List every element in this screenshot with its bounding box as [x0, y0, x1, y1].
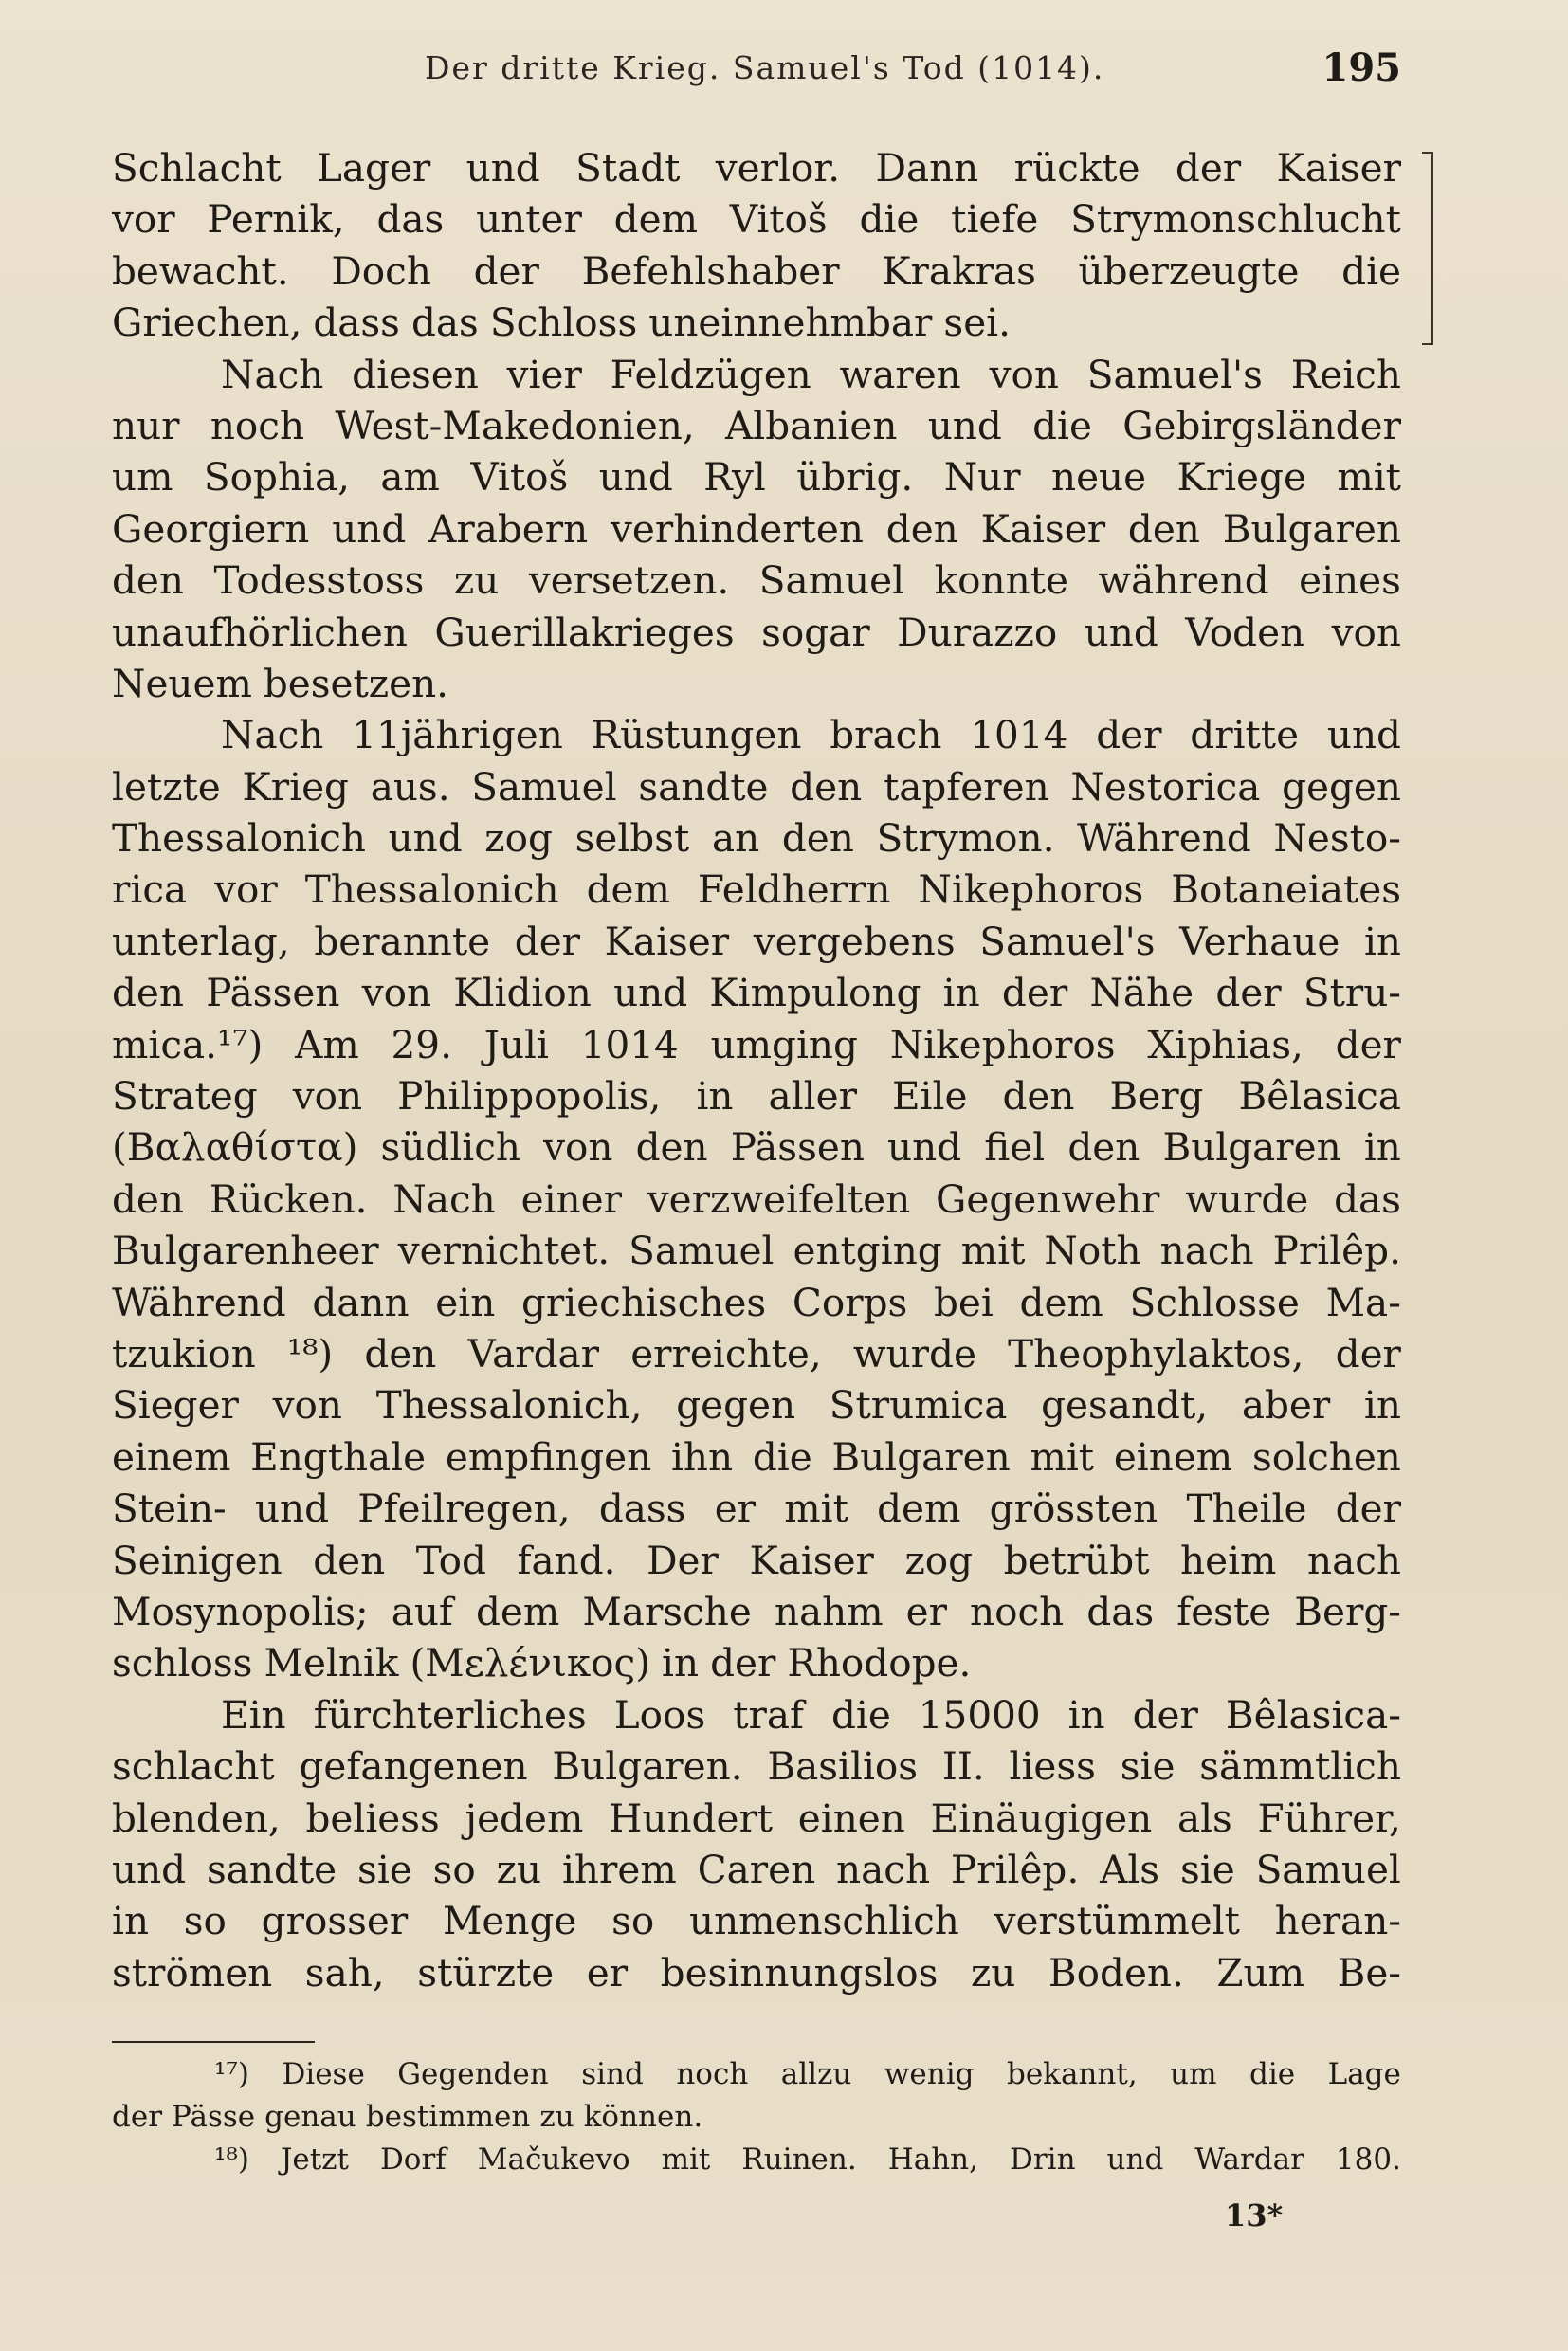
- text-line: Griechen, dass das Schloss uneinnehmbar sei.: [112, 300, 1011, 346]
- text-line: Ein fürchterliches Loos traf die 15000 in der Bêlasica-: [221, 1691, 1401, 1738]
- text-line: unaufhörlichen Guerillakrieges sogar Durazzo und Voden von: [112, 609, 1401, 655]
- page-number: 195: [1322, 46, 1401, 90]
- text-line: Georgiern und Arabern verhinderten den Kaiser den Bulgaren: [112, 505, 1401, 552]
- text-line: Bulgarenheer vernichtet. Samuel entging mit Noth nach Prilêp.: [112, 1228, 1401, 1274]
- text-line: letzte Krieg aus. Samuel sandte den tapferen Nestorica gegen: [112, 763, 1401, 810]
- text-line: mica.¹⁷) Am 29. Juli 1014 umging Nikephoros Xiphias, der: [112, 1021, 1401, 1067]
- page-header: [112, 44, 1401, 100]
- text-line: tzukion ¹⁸) den Vardar erreichte, wurde Theophylaktos, der: [112, 1330, 1401, 1376]
- footnotes: [112, 2053, 1401, 2181]
- text-line: blenden, beliess jedem Hundert einen Einäugigen als Führer,: [112, 1795, 1401, 1841]
- footnote-line: ¹⁸) Jetzt Dorf Mačukevo mit Ruinen. Hahn, Drin und Wardar 180.: [214, 2142, 1401, 2177]
- text-line: und sandte sie so zu ihrem Caren nach Prilêp. Als sie Samuel: [112, 1846, 1401, 1892]
- text-line: Während dann ein griechisches Corps bei dem Schlosse Ma-: [112, 1279, 1401, 1325]
- text-line: den Rücken. Nach einer verzweifelten Gegenwehr wurde das: [112, 1176, 1401, 1222]
- main-text: [112, 142, 1401, 1998]
- text-line: Nach 11jährigen Rüstungen brach 1014 der dritte und: [221, 712, 1401, 758]
- text-line: Thessalonich und zog selbst an den Strymon. Während Nesto-: [112, 815, 1401, 862]
- text-line: bewacht. Doch der Befehlshaber Krakras überzeugte die: [112, 247, 1401, 294]
- running-title: Der dritte Krieg. Samuel's Tod (1014).: [425, 49, 1105, 86]
- text-line: um Sophia, am Vitoš und Ryl übrig. Nur neue Kriege mit: [112, 454, 1401, 501]
- text-line: Stein- und Pfeilregen, dass er mit dem grössten Theile der: [112, 1485, 1401, 1532]
- footnote-rule: [112, 2041, 315, 2043]
- text-line: Mosynopolis; auf dem Marsche nahm er noch das feste Berg-: [112, 1588, 1401, 1634]
- text-line: Nach diesen vier Feldzügen waren von Samuel's Reich: [221, 351, 1401, 397]
- text-line: rica vor Thessalonich dem Feldherrn Nikephoros Botaneiates: [112, 866, 1401, 913]
- text-line: Neuem besetzen.: [112, 660, 449, 706]
- signature-mark: 13*: [1225, 2197, 1284, 2233]
- text-line: Seinigen den Tod fand. Der Kaiser zog betrübt heim nach: [112, 1537, 1401, 1583]
- text-line: den Todesstoss zu versetzen. Samuel konnte während eines: [112, 557, 1401, 604]
- text-line: schloss Melnik (Μελένικος) in der Rhodope.: [112, 1640, 972, 1686]
- text-line: unterlag, berannte der Kaiser vergebens Samuel's Verhaue in: [112, 918, 1401, 964]
- text-line: Strateg von Philippopolis, in aller Eile den Berg Bêlasica: [112, 1073, 1401, 1120]
- text-line: strömen sah, stürzte er besinnungslos zu Boden. Zum Be-: [112, 1949, 1401, 1996]
- text-line: Sieger von Thessalonich, gegen Strumica gesandt, aber in: [112, 1382, 1401, 1429]
- footnote-line: ¹⁷) Diese Gegenden sind noch allzu wenig bekannt, um die Lage: [214, 2057, 1401, 2091]
- text-line: einem Engthale empfingen ihn die Bulgaren mit einem solchen: [112, 1433, 1401, 1480]
- text-line: vor Pernik, das unter dem Vitoš die tiefe Strymonschlucht: [112, 196, 1401, 243]
- text-line: den Pässen von Klidion und Kimpulong in der Nähe der Stru-: [112, 970, 1401, 1016]
- text-line: schlacht gefangenen Bulgaren. Basilios II. liess sie sämmtlich: [112, 1743, 1401, 1790]
- text-line: (Βαλαθίστα) südlich von den Pässen und fiel den Bulgaren in: [112, 1124, 1401, 1171]
- margin-bracket: [1422, 152, 1433, 345]
- footnote-line: der Pässe genau bestimmen zu können.: [112, 2100, 703, 2134]
- text-line: in so grosser Menge so unmenschlich verstümmelt heran-: [112, 1898, 1401, 1944]
- text-line: Schlacht Lager und Stadt verlor. Dann rückte der Kaiser: [112, 145, 1401, 191]
- text-line: nur noch West-Makedonien, Albanien und die Gebirgsländer: [112, 402, 1401, 448]
